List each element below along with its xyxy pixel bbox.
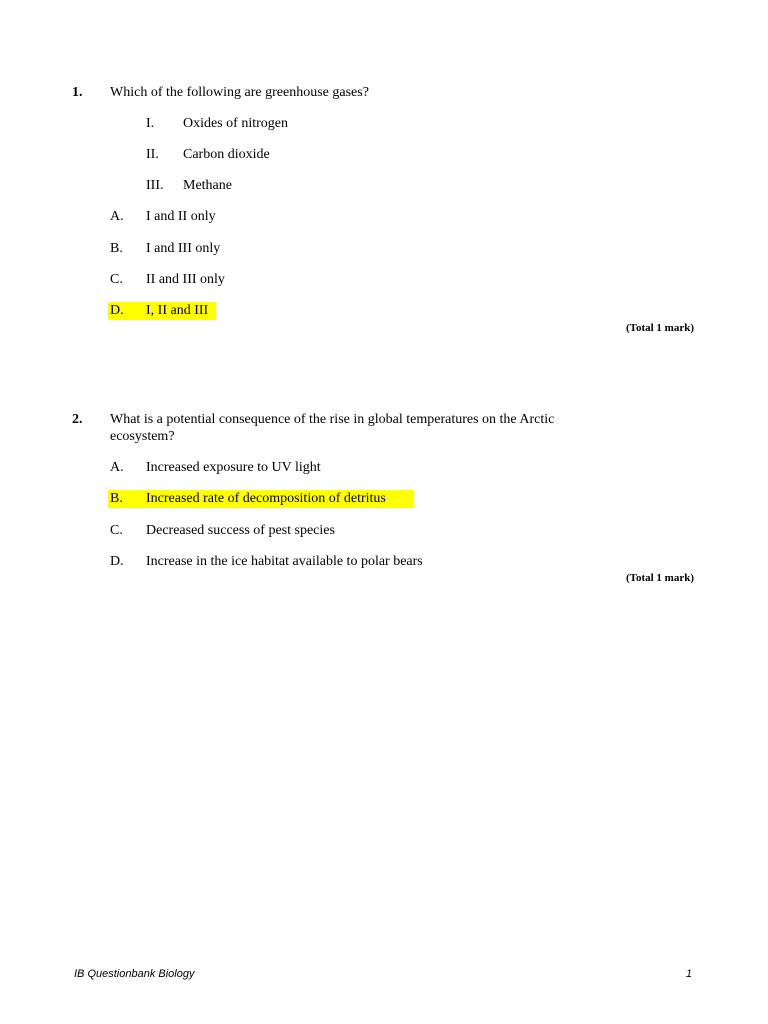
footer-page-number: 1	[685, 968, 692, 980]
option-text: Increase in the ice habitat available to polar bears	[146, 554, 423, 569]
statement-text: Carbon dioxide	[183, 147, 270, 162]
statement-numeral: I.	[146, 116, 155, 131]
option-text: Increased exposure to UV light	[146, 460, 321, 475]
total-marks: (Total 1 mark)	[625, 322, 694, 334]
footer-source: IB Questionbank Biology	[74, 968, 195, 980]
option-text: I and III only	[146, 241, 221, 256]
question-1-number: 1.	[72, 85, 83, 100]
question-2-stem: What is a potential consequence of the rise in global temperatures on the Arctic ecosystem?	[110, 412, 555, 444]
option-letter: A.	[110, 209, 124, 224]
option-letter: D.	[110, 303, 124, 318]
option-letter: C.	[110, 272, 123, 287]
option-text: Increased rate of decomposition of detritus	[146, 491, 386, 506]
statement-text: Methane	[183, 178, 232, 193]
question-1-stem: Which of the following are greenhouse gases?	[110, 85, 369, 100]
option-text: I, II and III	[146, 303, 209, 318]
option-letter: B.	[110, 241, 123, 256]
statement-numeral: III.	[146, 178, 164, 193]
statement-numeral: II.	[146, 147, 159, 162]
option-text: II and III only	[146, 272, 225, 287]
option-text: I and II only	[146, 209, 216, 224]
question-2-number: 2.	[72, 412, 83, 427]
option-letter: A.	[110, 460, 124, 475]
option-letter: D.	[110, 554, 124, 569]
option-letter: B.	[110, 491, 123, 506]
option-text: Decreased success of pest species	[146, 523, 335, 538]
statement-text: Oxides of nitrogen	[183, 116, 288, 131]
total-marks: (Total 1 mark)	[625, 572, 694, 584]
option-letter: C.	[110, 523, 123, 538]
